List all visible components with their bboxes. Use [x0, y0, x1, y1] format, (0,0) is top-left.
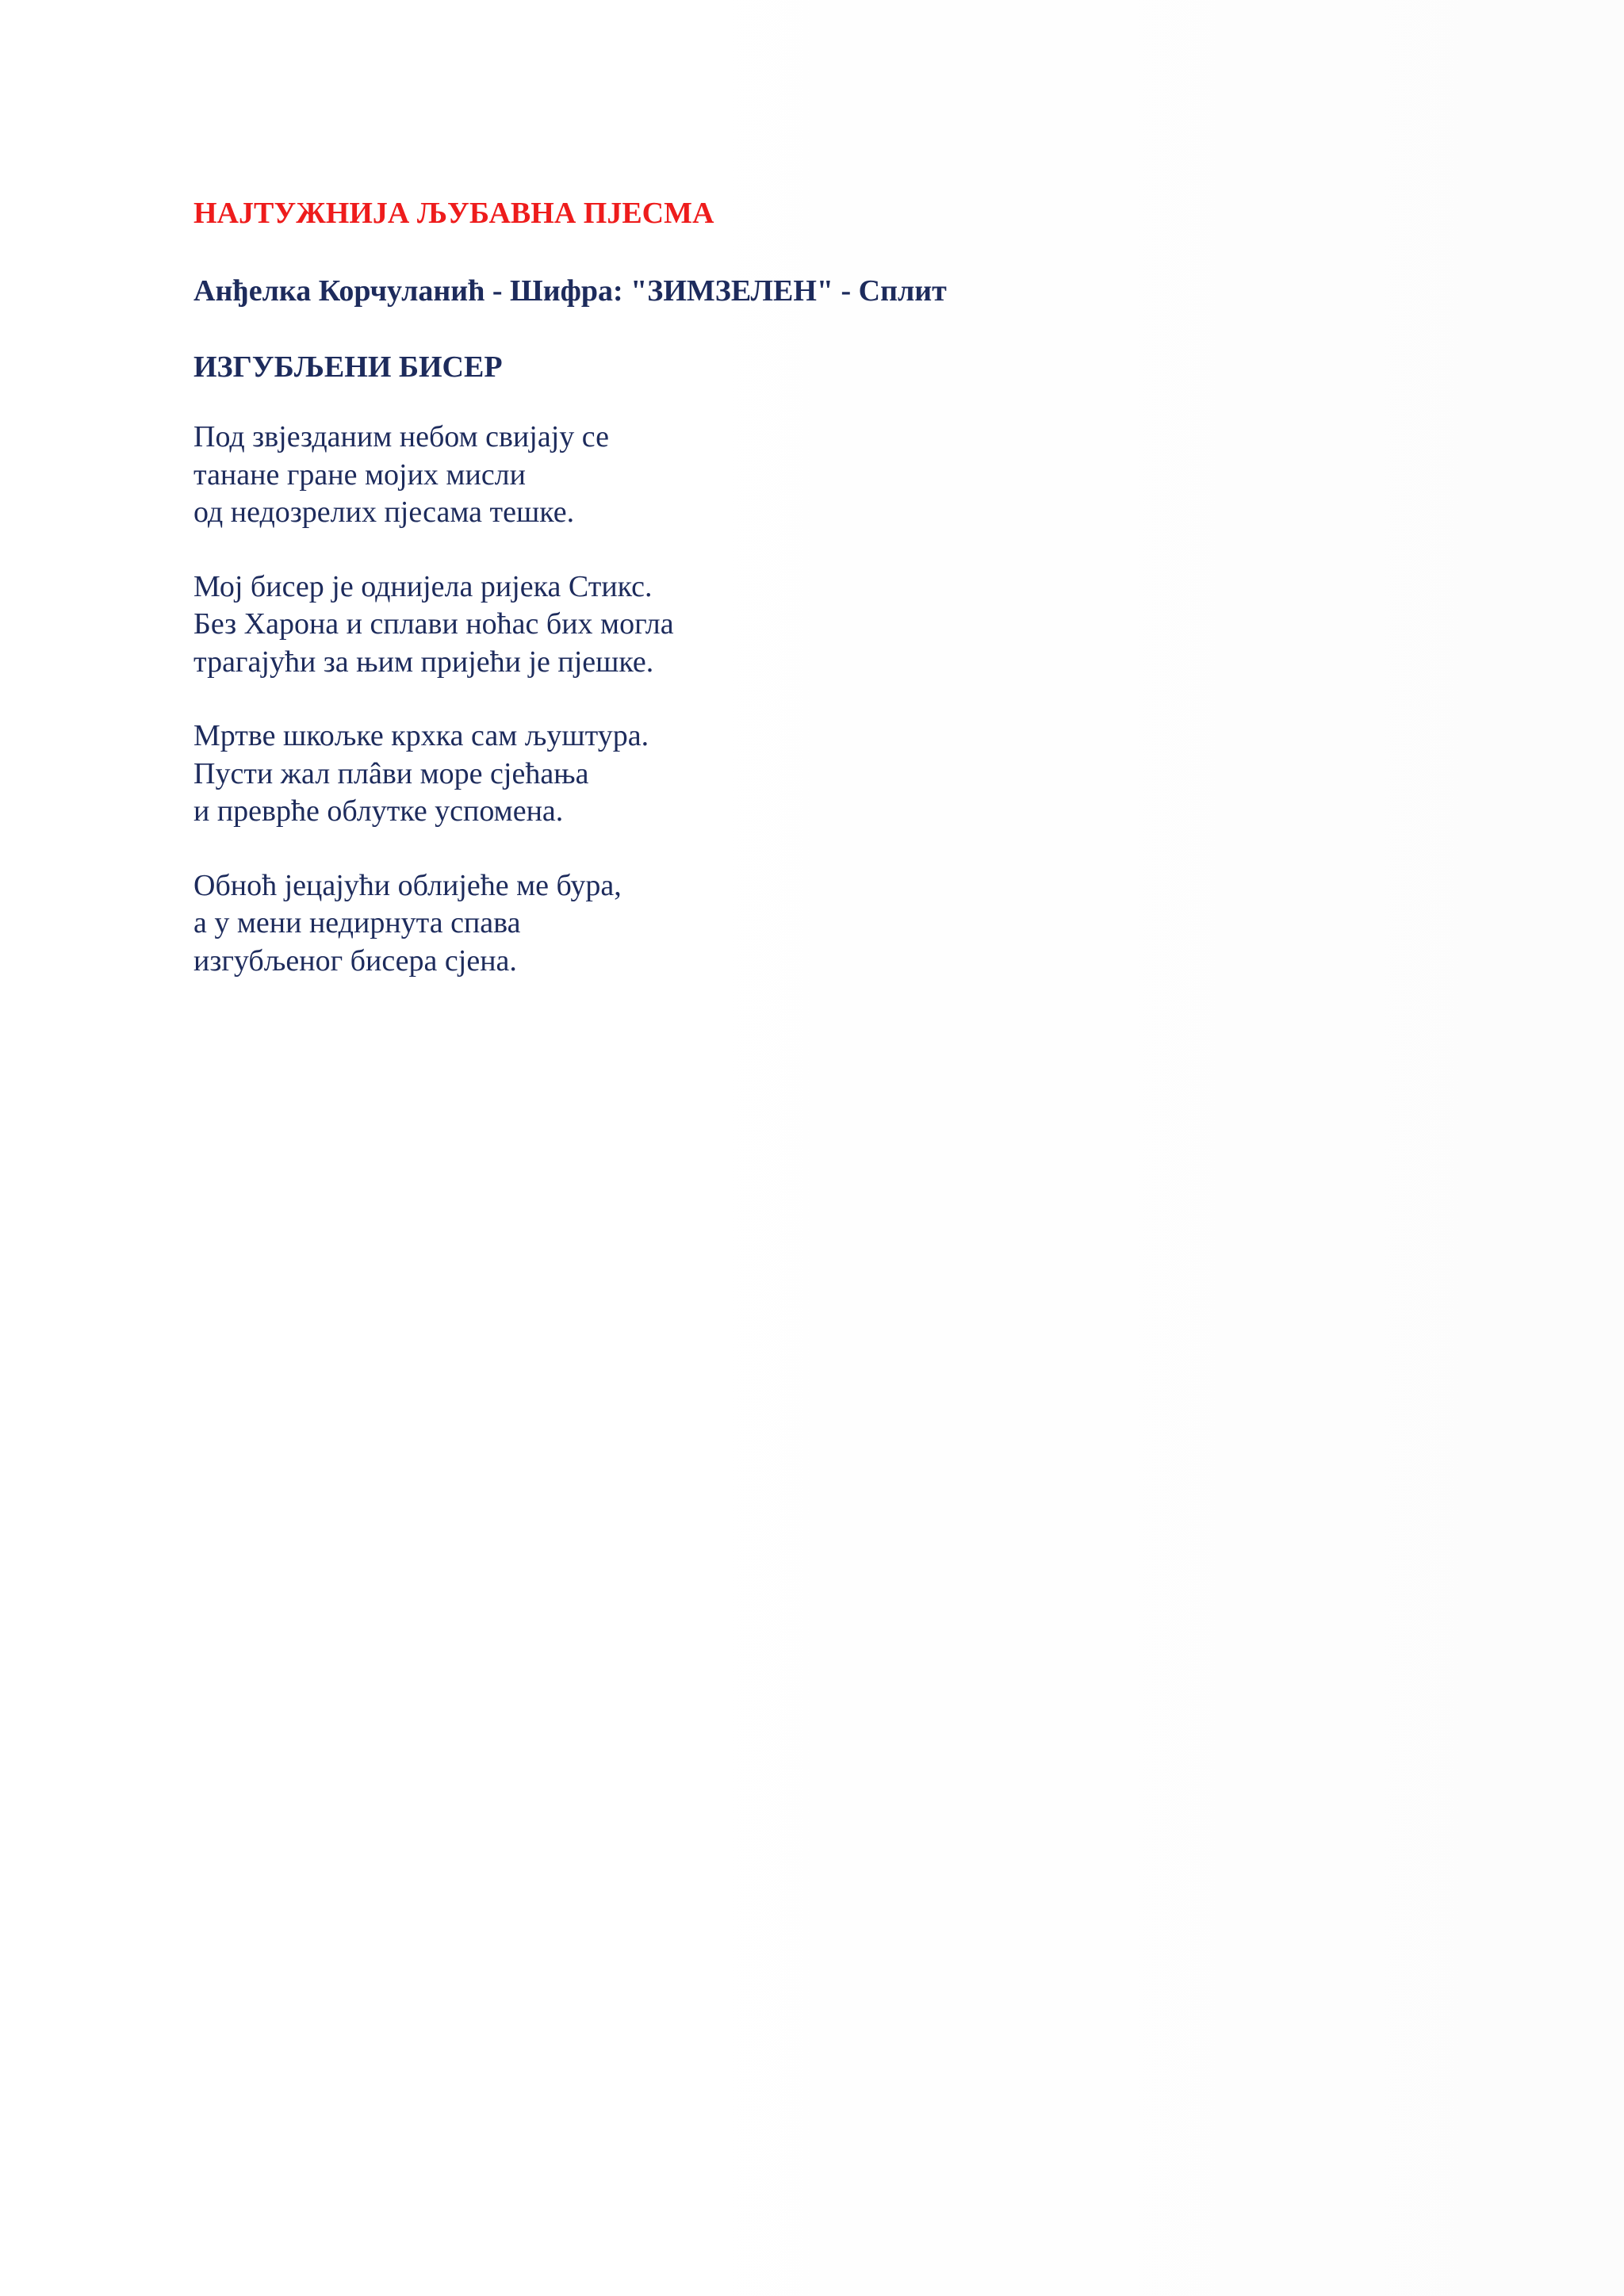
verse-line: Без Харона и сплави ноћас бих могла	[193, 607, 674, 641]
page-header-title: НАЈТУЖНИЈА ЉУБАВНА ПЈЕСМА	[193, 197, 714, 230]
stanza-2	[193, 568, 1462, 682]
document-content	[193, 190, 1462, 980]
verse-line: Обноћ јецајући облијеће ме бура,	[193, 868, 622, 902]
verse-line: трагајући за њим пријећи је пјешке.	[193, 645, 654, 679]
verse-line: Мртве шкољке крхка сам љуштура.	[193, 719, 649, 752]
stanza-1	[193, 419, 1462, 532]
author-line: Анђелка Корчуланић - Шифра: "ЗИМЗЕЛЕН" - Сплит	[193, 274, 947, 308]
verse-line: Мој бисер је однијела ријека Стикс.	[193, 569, 653, 603]
stanza-3	[193, 718, 1462, 831]
verse-line: изгубљеног бисера сјена.	[193, 943, 517, 978]
poem-title: ИЗГУБЉЕНИ БИСЕР	[193, 350, 503, 384]
verse-line: Под звјезданим небом свијају се	[193, 420, 609, 453]
verse-line: а у мени недирнута спава	[193, 906, 521, 939]
verse-line: Пусти жал плâви море сјећања	[193, 756, 589, 790]
verse-line: танане гране мојих мисли	[193, 457, 526, 492]
verse-line: и преврће облутке успомена.	[193, 794, 564, 828]
stanza-4	[193, 867, 1462, 981]
verse-line: од недозрелих пјесама тешке.	[193, 496, 575, 529]
